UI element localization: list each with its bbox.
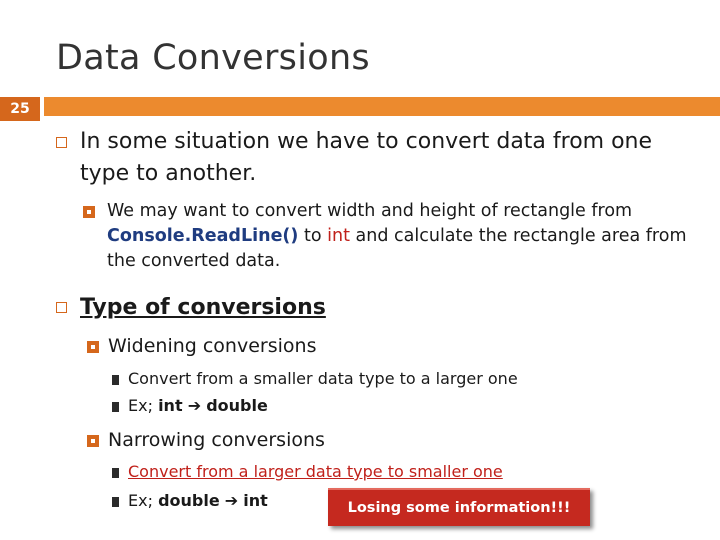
bullet-types-heading — [80, 292, 326, 324]
narrowing-ex-to: int — [243, 491, 268, 510]
bullet-intro — [80, 126, 700, 190]
narrowing-ex-prefix: Ex; — [128, 491, 159, 510]
example-text-mid: to — [298, 226, 328, 246]
widening-ex-to: double — [206, 396, 268, 415]
narrowing-desc — [128, 461, 503, 483]
bullet-intro-text: In some situation we have to convert data from one type to another. — [80, 129, 653, 186]
title-rule-bar — [44, 97, 720, 116]
slide-number: 25 — [0, 97, 40, 121]
narrowing-example — [128, 490, 268, 512]
info-loss-callout: Losing some information!!! — [328, 488, 590, 526]
example-type-int: int — [327, 226, 350, 246]
example-text-post: and calculate the rectangle area from the converted data. — [107, 226, 687, 271]
widening-ex-prefix: Ex; — [128, 396, 159, 415]
slide-title: Data Conversions — [56, 38, 370, 78]
widening-desc: Convert from a smaller data type to a larger one — [128, 369, 518, 388]
narrowing-label: Narrowing conversions — [108, 429, 325, 451]
dark-square-bullet-icon — [112, 468, 119, 478]
filled-square-bullet-icon — [83, 206, 95, 218]
filled-square-bullet-icon — [87, 341, 99, 353]
hollow-square-bullet-icon — [56, 302, 67, 313]
arrow-right-icon: ➔ — [187, 396, 202, 415]
narrowing-ex-from: double — [158, 491, 220, 510]
widening-example — [128, 395, 268, 417]
arrow-right-icon: ➔ — [224, 491, 239, 510]
example-code-readline: Console.ReadLine() — [107, 226, 299, 246]
widening-label: Widening conversions — [108, 335, 317, 357]
dark-square-bullet-icon — [112, 402, 119, 412]
widening-ex-from: int — [158, 396, 183, 415]
types-heading-text: Type of conversions — [80, 295, 326, 320]
bullet-example — [107, 199, 697, 274]
filled-square-bullet-icon — [87, 435, 99, 447]
hollow-square-bullet-icon — [56, 137, 67, 148]
dark-square-bullet-icon — [112, 497, 119, 507]
dark-square-bullet-icon — [112, 375, 119, 385]
narrowing-desc-text: Convert from a larger data type to smaller one — [128, 462, 503, 481]
example-text-pre: We may want to convert width and height of rectangle from — [107, 201, 633, 221]
